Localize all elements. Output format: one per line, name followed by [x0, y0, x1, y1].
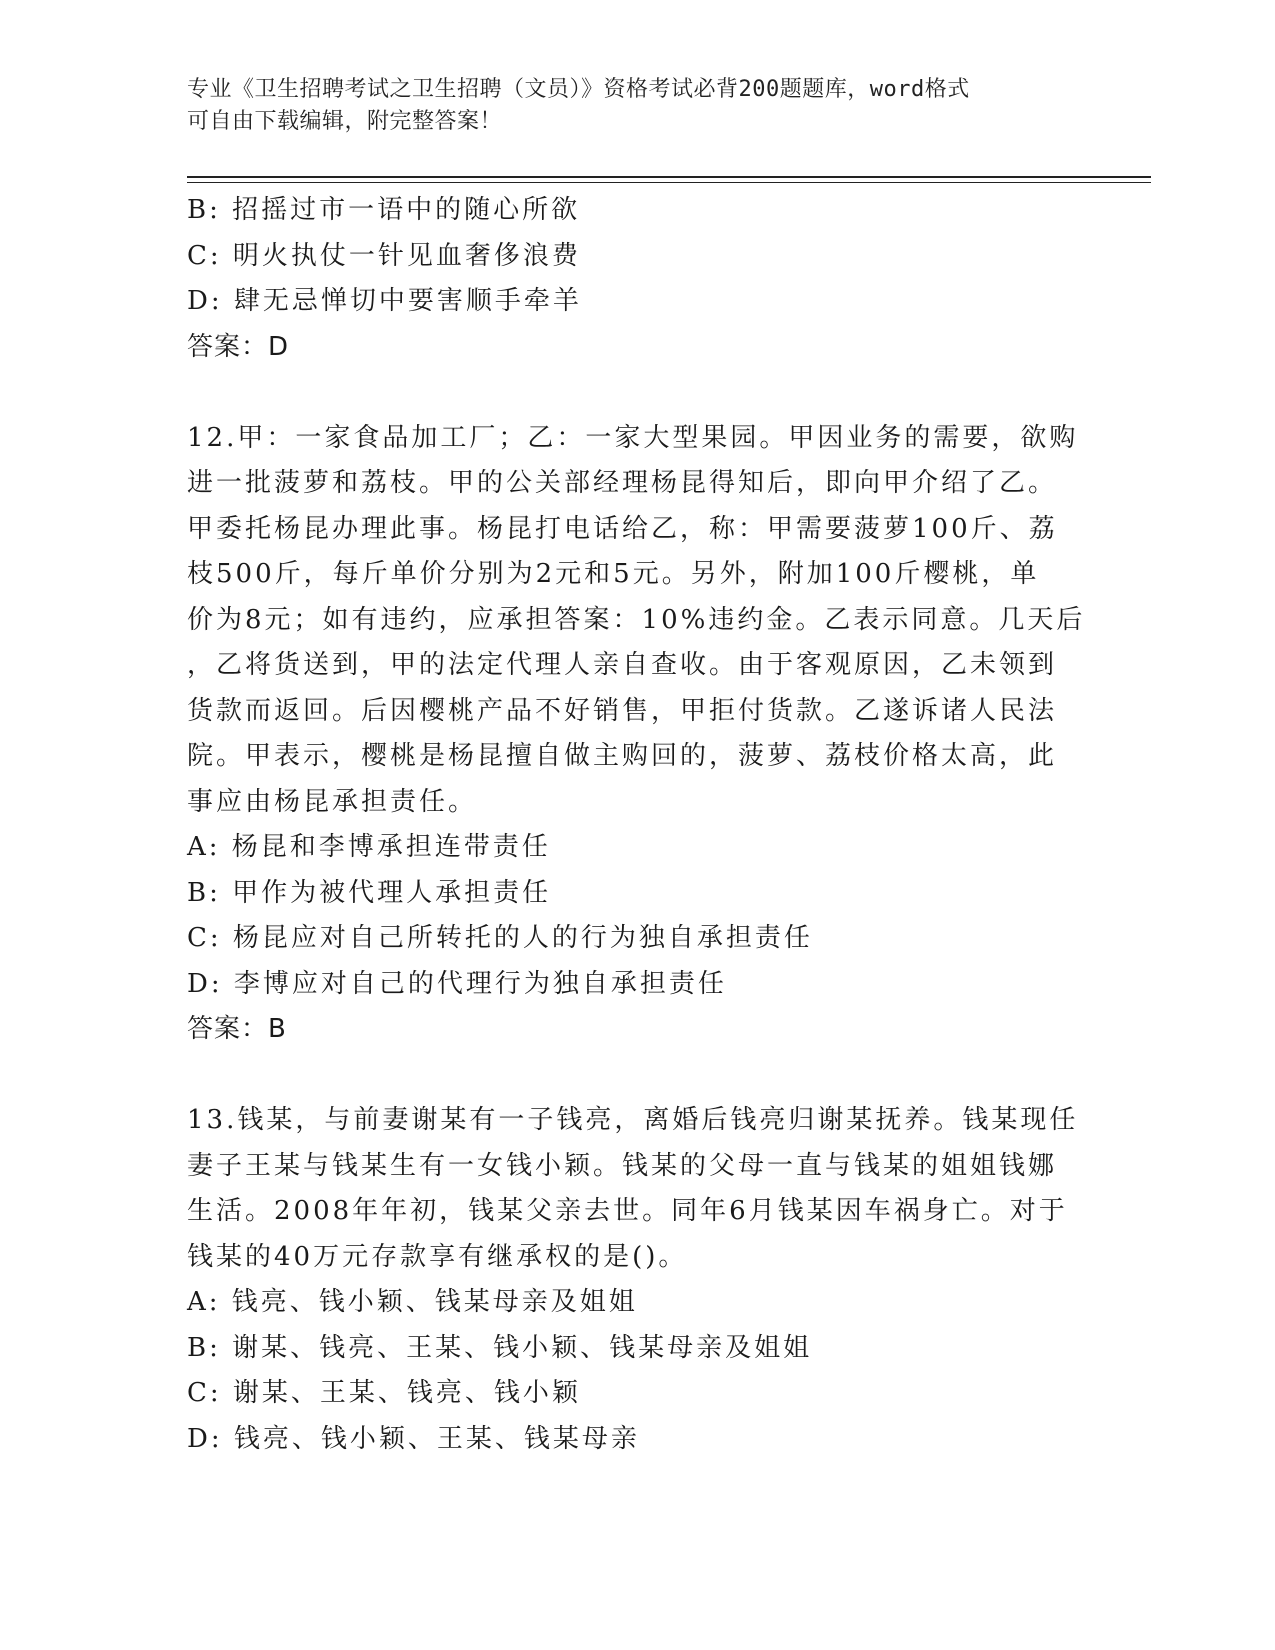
document-body — [187, 188, 1087, 1462]
header-divider-thick — [187, 176, 1151, 178]
question-stem-line: ，乙将货送到，甲的法定代理人亲自查收。由于客观原因，乙未领到 — [187, 650, 1058, 680]
question-stem-line: 甲委托杨昆办理此事。杨昆打电话给乙，称：甲需要菠萝100斤、荔 — [187, 513, 1058, 544]
question-13 — [187, 1098, 1087, 1462]
document-header — [187, 74, 1087, 138]
question-stem-line: 价为8元；如有违约，应承担答案：10%违约金。乙表示同意。几天后 — [187, 604, 1086, 635]
question-stem-line: 院。甲表示，樱桃是杨昆擅自做主购回的，菠萝、荔枝价格太高，此 — [187, 741, 1058, 771]
header-line-1: 专业《卫生招聘考试之卫生招聘（文员）》资格考试必背200题题库，word格式 — [187, 77, 970, 102]
question-gap — [187, 370, 1087, 416]
question-stem-line: 事应由杨昆承担责任。 — [187, 786, 478, 817]
question-stem-line: 枝500斤，每斤单价分别为2元和5元。另外，附加100斤樱桃，单 — [187, 559, 1040, 589]
option-b: B: 甲作为被代理人承担责任 — [187, 877, 552, 908]
option-d: D: 李博应对自己的代理行为独自承担责任 — [187, 968, 727, 999]
option-c: C: 明火执仗一针见血奢侈浪费 — [187, 240, 581, 271]
question-stem-line: 货款而返回。后因樱桃产品不好销售，甲拒付货款。乙遂诉诸人民法 — [187, 695, 1058, 726]
option-c: C: 杨昆应对自己所转托的人的行为独自承担责任 — [187, 923, 813, 953]
question-stem-line: 12.甲：一家食品加工厂；乙：一家大型果园。甲因业务的需要，欲购 — [187, 422, 1079, 453]
question-stem-line: 生活。2008年年初，钱某父亲去世。同年6月钱某因车祸身亡。对于 — [187, 1196, 1068, 1226]
option-d: D: 肆无忌惮切中要害顺手牵羊 — [187, 286, 582, 316]
question-stem-line: 进一批菠萝和荔枝。甲的公关部经理杨昆得知后，即向甲介绍了乙。 — [187, 468, 1058, 498]
option-a: A: 钱亮、钱小颖、钱某母亲及姐姐 — [187, 1287, 638, 1317]
question-stem-line: 妻子王某与钱某生有一女钱小颖。钱某的父母一直与钱某的姐姐钱娜 — [187, 1150, 1058, 1181]
question-stem-line: 钱某的40万元存款享有继承权的是()。 — [187, 1241, 688, 1272]
header-line-2: 可自由下载编辑，附完整答案！ — [187, 109, 503, 134]
option-a: A: 杨昆和李博承担连带责任 — [187, 832, 551, 862]
question-11-tail — [187, 188, 1087, 370]
option-c: C: 谢某、王某、钱亮、钱小颖 — [187, 1378, 581, 1408]
option-b: B: 谢某、钱亮、王某、钱小颖、钱某母亲及姐姐 — [187, 1332, 813, 1363]
option-d: D: 钱亮、钱小颖、王某、钱某母亲 — [187, 1423, 640, 1454]
question-gap — [187, 1053, 1087, 1099]
option-b: B: 招摇过市一语中的随心所欲 — [187, 195, 581, 225]
question-12 — [187, 416, 1087, 1053]
answer-line: 答案：B — [187, 1014, 287, 1044]
header-divider-thin — [187, 182, 1151, 183]
question-stem-line: 13.钱某，与前妻谢某有一子钱亮，离婚后钱亮归谢某抚养。钱某现任 — [187, 1105, 1079, 1135]
answer-line: 答案：D — [187, 331, 290, 362]
